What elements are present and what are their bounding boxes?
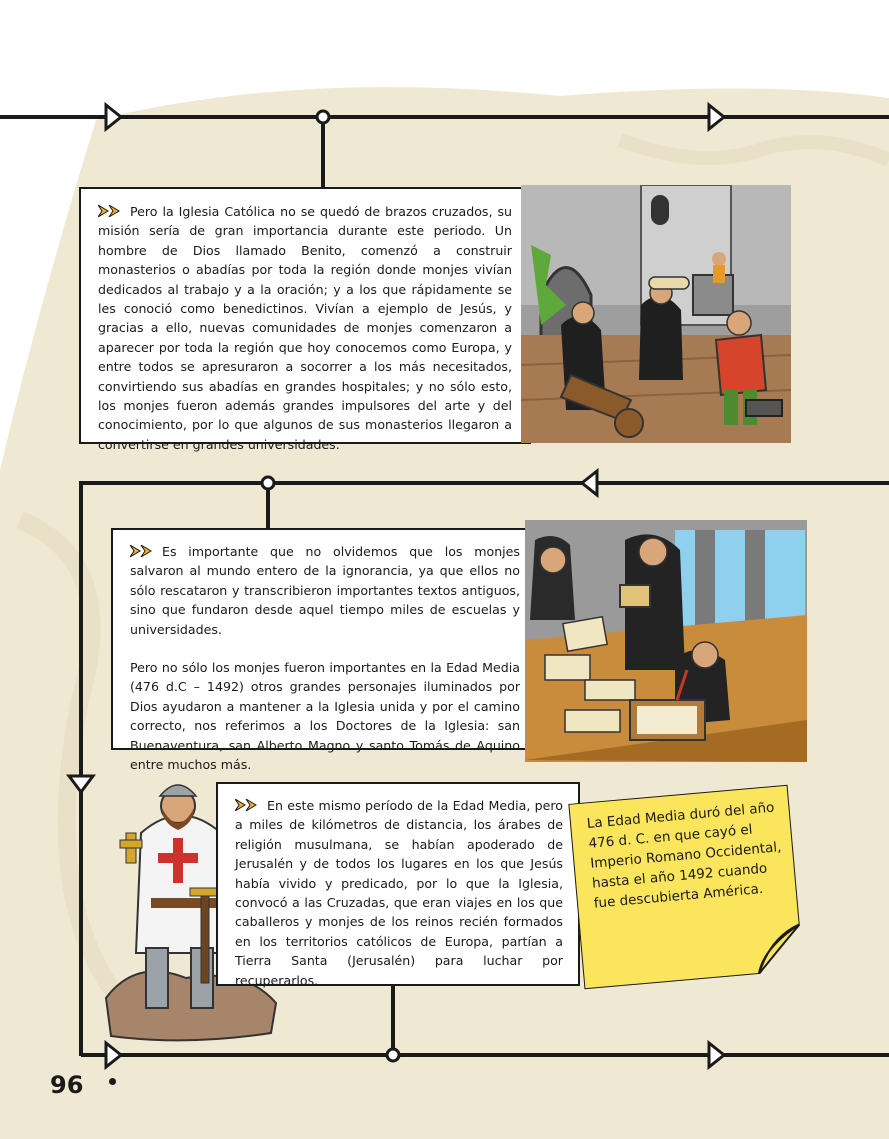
monks-scriptorium-illustration — [525, 520, 807, 762]
section3-text — [235, 796, 563, 990]
section1-paragraph: Pero la Iglesia Católica no se quedó de brazos cruzados, su misión sería de gran importancia durante este periodo. Un hombre de Dios llamado Benito, comenzó a construir monasterios o abadías por toda la región donde monjes vivían dedicados al trabajo y a la oración; y a los que rápidamente se les conoció como benedictinos. Vivían a ejemplo de Jesús, y gracias a ello, nuevas comunidades de monjes comenzaron a aparecer por toda la región que hoy conocemos como Europa, y entre todos se apresuraron a socorrer a los más necesitados, convirtiendo sus abadías en grandes hospitales; y no sólo esto, los monjes fueron además grandes impulsores del arte y del conocimiento, por lo que algunos de sus monasterios llegaron a convertirse en grandes universidades. — [98, 204, 512, 452]
timeline-node — [262, 477, 274, 489]
section2-paragraph1: Es importante que no olvidemos que los monjes salvaron al mundo entero de la ignorancia, ya que ellos no sólo rescataron y transcribieron importantes textos antiguos, sino que fundaron desde aquel tiempo miles de escuelas y universidades. — [130, 544, 520, 637]
double-chevron-icon — [130, 545, 156, 557]
timeline-node — [317, 111, 329, 123]
page-number: 96 — [50, 1071, 84, 1099]
section2-paragraph2: Pero no sólo los monjes fueron importantes en la Edad Media (476 d.C – 1492) otros grandes personajes iluminados por Dios ayudaron a mantener a la Iglesia unida y por el camino correcto, nos referimos a los Doctores de la Iglesia: san Buenaventura, san Alberto Magno y santo Tomás de Aquino entre muchos más. — [130, 660, 520, 773]
page-dot — [109, 1078, 116, 1085]
monks-working-illustration — [521, 185, 791, 443]
sticky-note-text: La Edad Media duró del año 476 d. C. en que cayó el Imperio Romano Occidental, hasta el año 1492 cuando fue descubierta América. — [586, 799, 783, 912]
double-chevron-icon — [98, 205, 124, 217]
section3-paragraph: En este mismo período de la Edad Media, pero a miles de kilómetros de distancia, los árabes de religión musulmana, se habían apoderado de Jerusalén y de todos los lugares en los que Jesús había vivido y predicado, por lo que la Iglesia, convocó a las Cruzadas, que eran viajes en los que caballeros y monjes de los reinos recién formados en los territorios católicos de Europa, partían a Tierra Santa (Jerusalén) para luchar por recuperarlos. — [235, 798, 563, 988]
section2-text — [130, 542, 520, 774]
double-chevron-icon — [235, 799, 261, 811]
timeline-node — [387, 1049, 399, 1061]
section1-text — [98, 202, 512, 454]
